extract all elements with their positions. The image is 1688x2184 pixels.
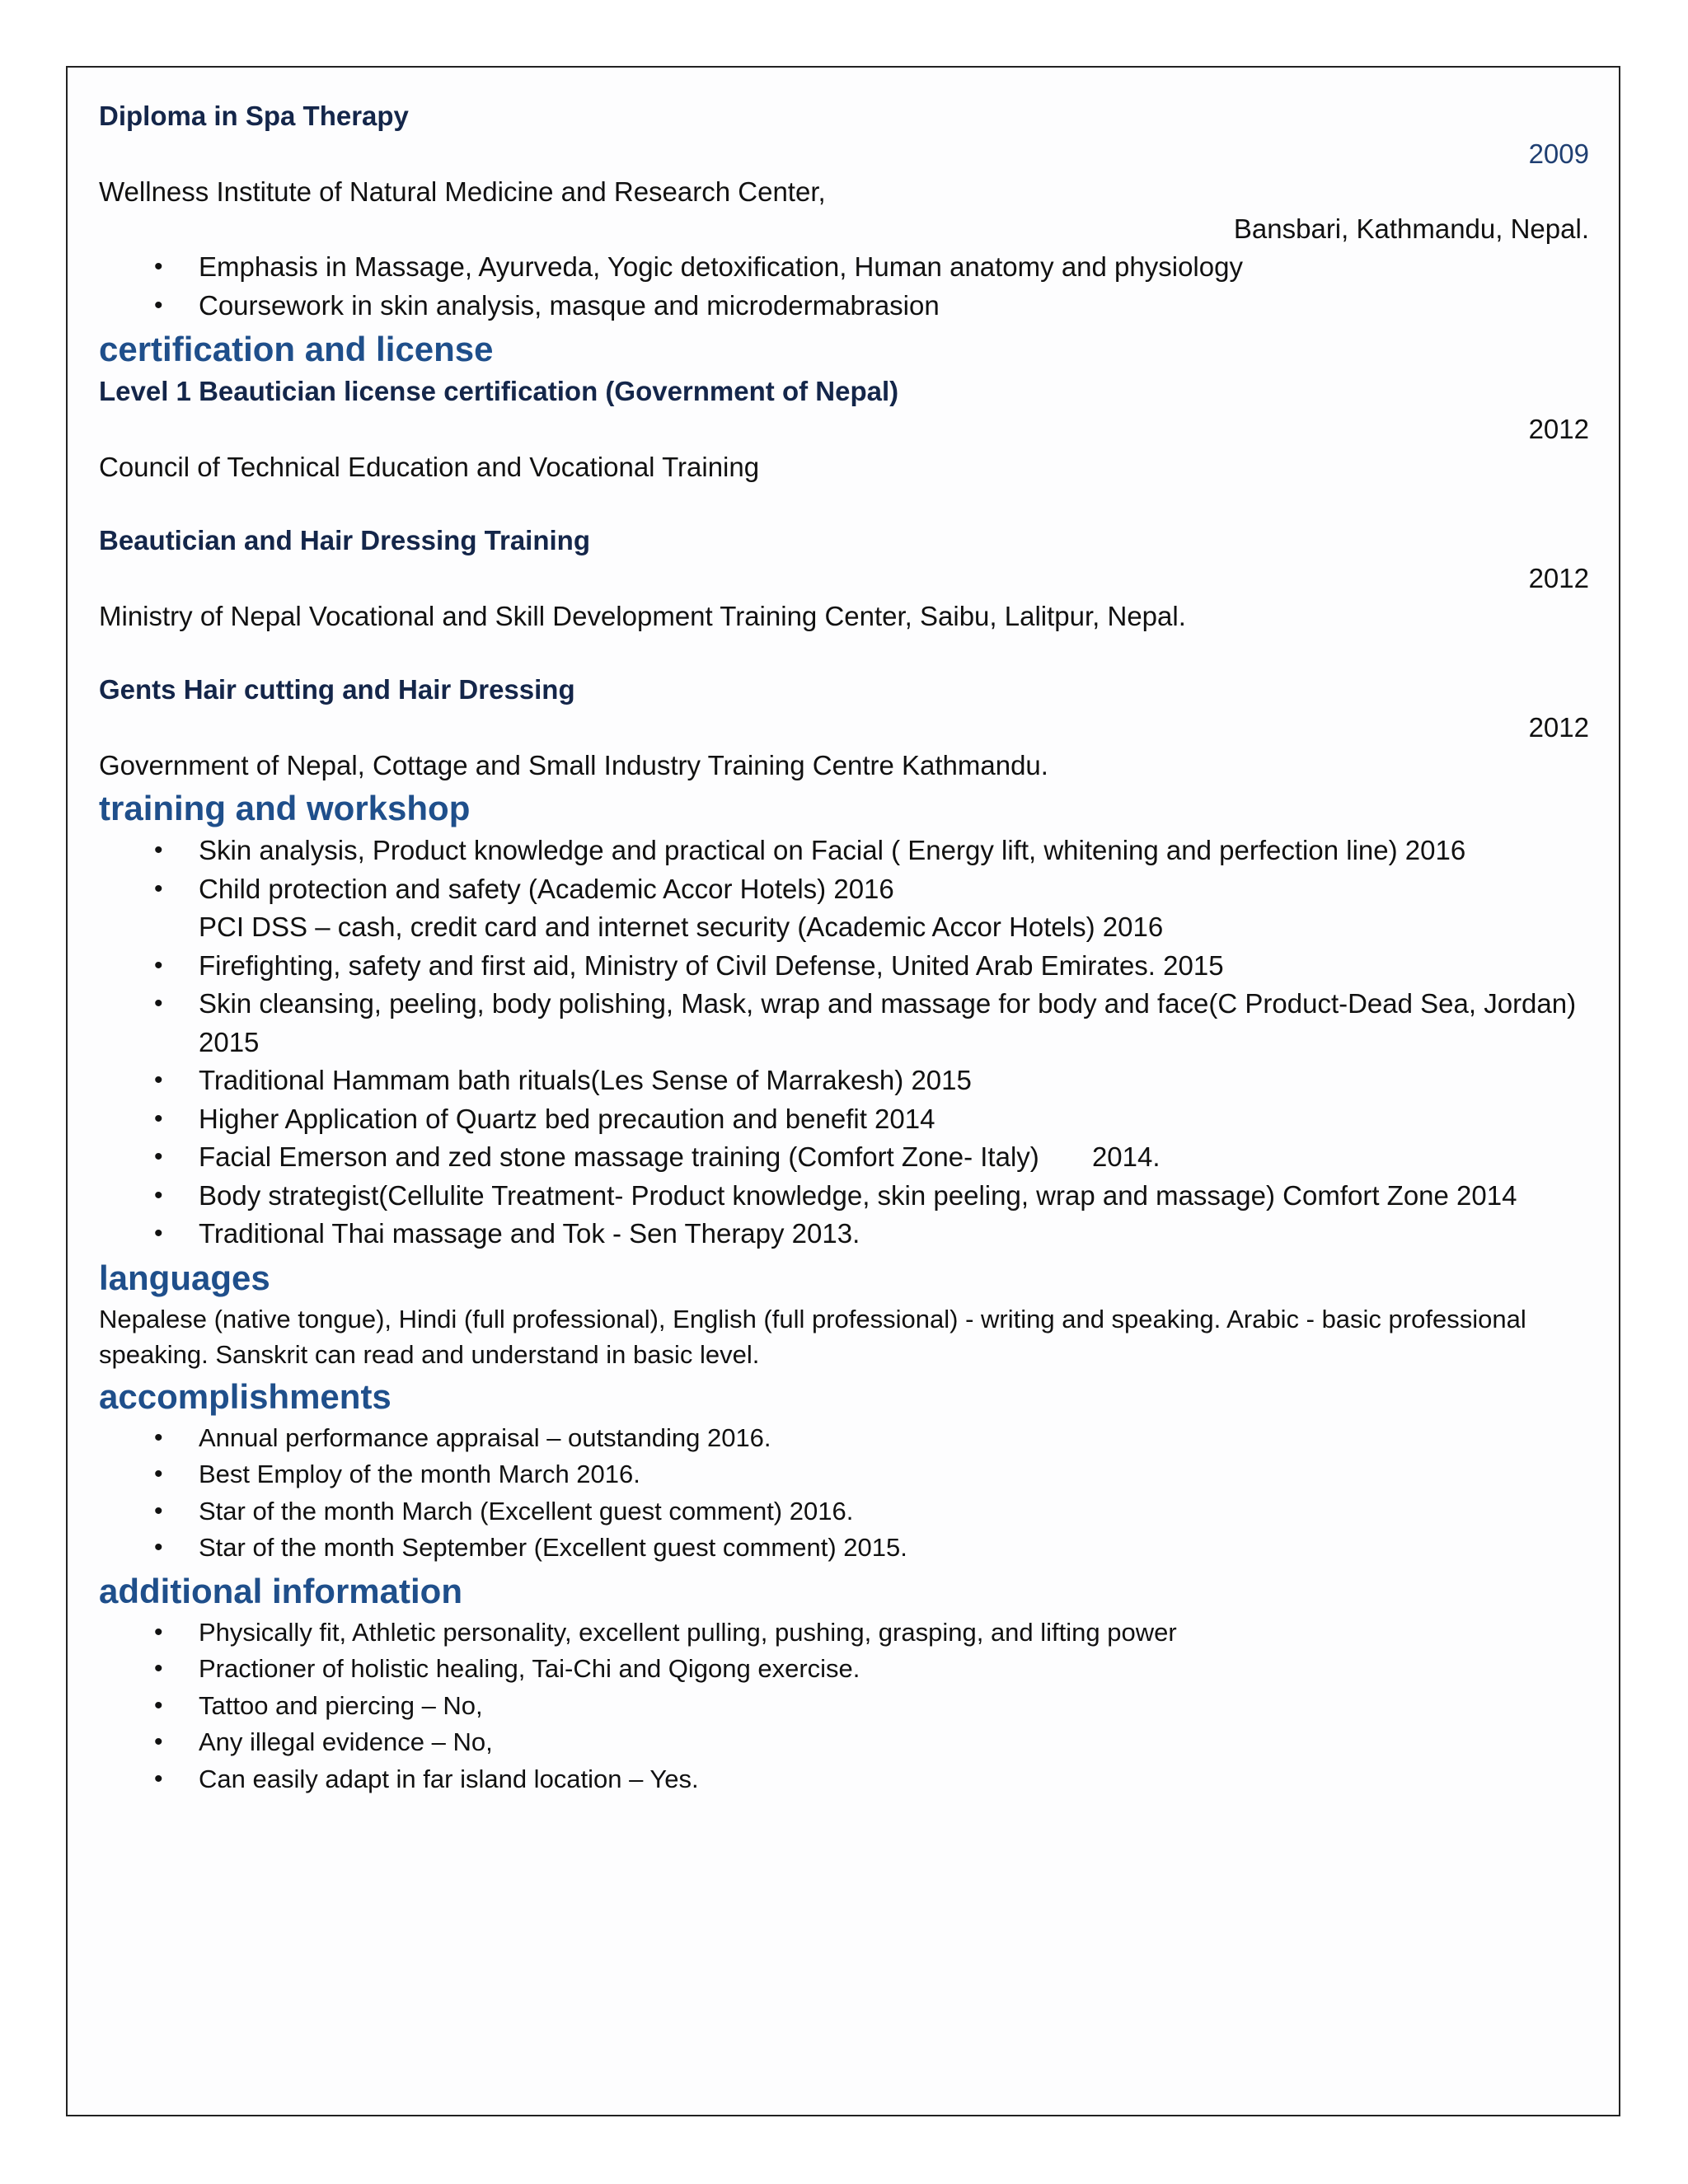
bullet-icon: • — [154, 951, 163, 979]
education-institution: Wellness Institute of Natural Medicine and Research Center, — [99, 176, 826, 207]
list-item: • Star of the month September (Excellent guest comment) 2015. — [99, 1530, 1589, 1567]
list-item: • Annual performance appraisal – outstanding 2016. — [99, 1420, 1589, 1457]
bullet-icon: • — [154, 1655, 163, 1682]
bullet-icon: • — [154, 291, 163, 319]
resume-content — [99, 97, 1589, 1797]
bullet-icon: • — [154, 1423, 163, 1451]
education-title: Diploma in Spa Therapy — [99, 101, 409, 131]
certification-org: Ministry of Nepal Vocational and Skill Development Training Center, Saibu, Lalitpur, Nepal. — [99, 601, 1186, 631]
training-list — [99, 1062, 1589, 1254]
certification-title: Gents Hair cutting and Hair Dressing — [99, 674, 575, 705]
certification-date: 2012 — [1528, 563, 1589, 593]
bullet-icon: • — [154, 990, 163, 1017]
list-item: • Child protection and safety (Academic Accor Hotels) 2016 — [99, 870, 1589, 909]
list-item: • Emphasis in Massage, Ayurveda, Yogic detoxification, Human anatomy and physiology — [99, 248, 1589, 287]
bullet-icon: • — [154, 1728, 163, 1755]
certification-org: Government of Nepal, Cottage and Small Industry Training Centre Kathmandu. — [99, 750, 1048, 780]
section-heading-languages: languages — [99, 1258, 270, 1297]
education-location: Bansbari, Kathmandu, Nepal. — [1233, 213, 1589, 244]
list-item: • Practioner of holistic healing, Tai-Chi and Qigong exercise. — [99, 1651, 1589, 1688]
bullet-icon: • — [154, 1066, 163, 1094]
training-list — [99, 832, 1589, 908]
certification-entry — [99, 671, 1589, 784]
training-item-continuation: 2015 — [199, 1026, 260, 1057]
bullet-icon: • — [154, 1104, 163, 1132]
additional-list — [99, 1615, 1589, 1798]
list-item: • Physically fit, Athletic personality, excellent pulling, pushing, grasping, and lifting power — [99, 1615, 1589, 1652]
bullet-icon: • — [154, 837, 163, 864]
training-item-continuation: PCI DSS – cash, credit card and internet security (Academic Accor Hotels) 2016 — [199, 912, 1164, 942]
certification-org: Council of Technical Education and Vocational Training — [99, 452, 760, 482]
certification-date: 2012 — [1528, 414, 1589, 444]
list-item: • Any illegal evidence – No, — [99, 1724, 1589, 1761]
education-bullets — [99, 248, 1589, 325]
education-entry — [99, 97, 1589, 325]
list-item: • Best Employ of the month March 2016. — [99, 1456, 1589, 1493]
list-item: • Body strategist(Cellulite Treatment- Product knowledge, skin peeling, wrap and massage) Comfort Zone 2014 — [99, 1177, 1589, 1216]
list-item: • Skin cleansing, peeling, body polishing, Mask, wrap and massage for body and face(C Product-Dead Sea, Jordan) — [99, 985, 1589, 1024]
bullet-icon: • — [154, 1618, 163, 1646]
bullet-icon: • — [154, 874, 163, 902]
bullet-icon: • — [154, 1181, 163, 1209]
certification-entry — [99, 522, 1589, 635]
bullet-icon: • — [154, 1143, 163, 1170]
list-item: • Higher Application of Quartz bed precaution and benefit 2014 — [99, 1100, 1589, 1139]
list-item: • Tattoo and piercing – No, — [99, 1688, 1589, 1725]
certification-date: 2012 — [1528, 712, 1589, 743]
list-item: • Traditional Hammam bath rituals(Les Sense of Marrakesh) 2015 — [99, 1062, 1589, 1100]
bullet-icon: • — [154, 1691, 163, 1719]
list-item: • Can easily adapt in far island location – Yes. — [99, 1761, 1589, 1798]
training-list — [99, 947, 1589, 1024]
bullet-icon: • — [154, 1497, 163, 1525]
section-heading-accomplishments: accomplishments — [99, 1376, 392, 1416]
languages-text: Nepalese (native tongue), Hindi (full professional), English (full professional) - writing and speaking. Arabic - basic professional speaking. Sanskrit can read and understand in basic level. — [99, 1304, 1526, 1369]
bullet-icon: • — [154, 1534, 163, 1561]
list-item: • Star of the month March (Excellent guest comment) 2016. — [99, 1493, 1589, 1530]
certification-title: Level 1 Beautician license certification (Government of Nepal) — [99, 376, 899, 406]
section-heading-additional: additional information — [99, 1571, 462, 1610]
list-item: • Coursework in skin analysis, masque and microdermabrasion — [99, 287, 1589, 326]
bullet-icon: • — [154, 1220, 163, 1247]
certification-title: Beautician and Hair Dressing Training — [99, 525, 590, 555]
accomplishments-list — [99, 1420, 1589, 1567]
education-date: 2009 — [1528, 138, 1589, 169]
section-heading-training: training and workshop — [99, 789, 471, 827]
section-heading-certification: certification and license — [99, 330, 494, 368]
list-item: • Skin analysis, Product knowledge and practical on Facial ( Energy lift, whitening and perfection line) 2016 — [99, 832, 1589, 870]
list-item: • Firefighting, safety and first aid, Ministry of Civil Defense, United Arab Emirates. 2015 — [99, 947, 1589, 986]
bullet-icon: • — [154, 253, 163, 280]
list-item: • Traditional Thai massage and Tok - Sen Therapy 2013. — [99, 1215, 1589, 1254]
bullet-icon: • — [154, 1460, 163, 1488]
bullet-icon: • — [154, 1765, 163, 1793]
certification-entry — [99, 373, 1589, 485]
list-item: • Facial Emerson and zed stone massage training (Comfort Zone- Italy) 2014. — [99, 1138, 1589, 1177]
